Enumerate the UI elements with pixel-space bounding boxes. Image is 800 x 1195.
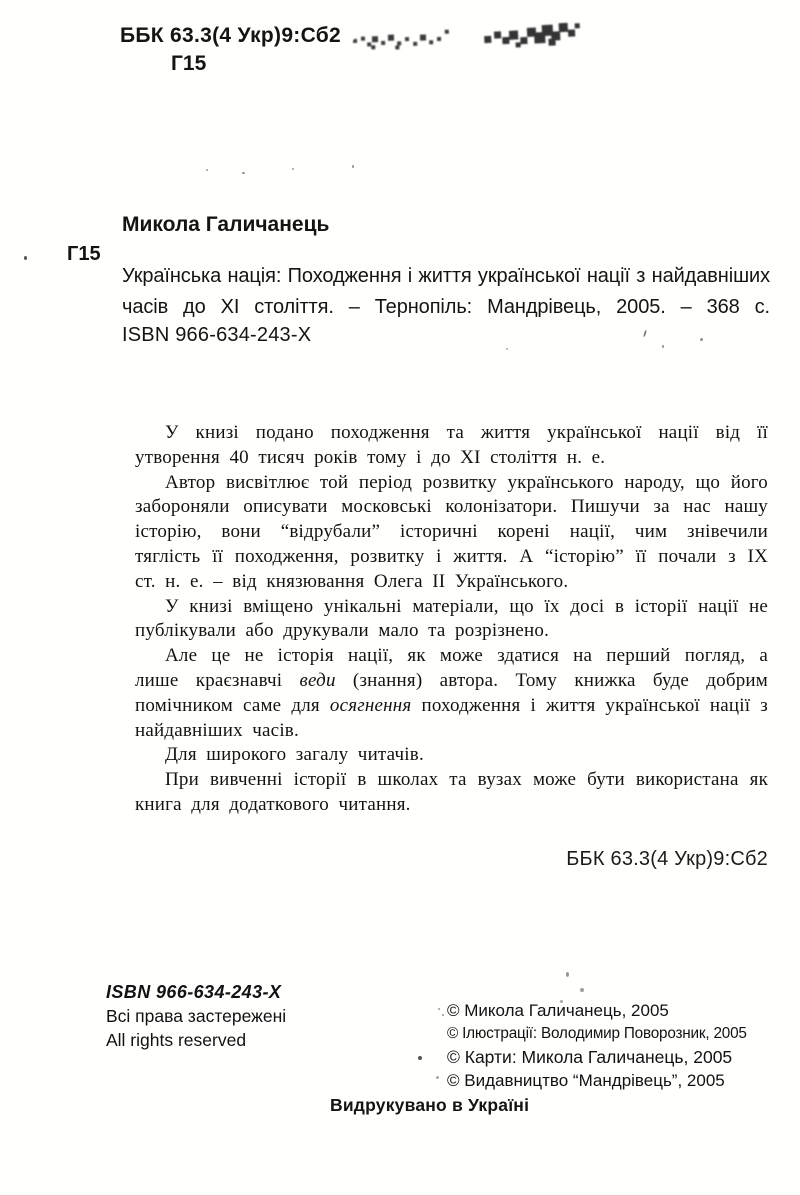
- scan-speck: [206, 169, 208, 171]
- annotation-paragraph: У книзі вміщено унікальні матеріали, що їх досі в історії нації не публікували або друкували мало та розрізнено.: [135, 595, 768, 642]
- annotation-paragraph: При вивченні історії в школах та вузах може бути використана як книга для додаткового читання.: [135, 769, 768, 815]
- scan-speck: [580, 988, 584, 992]
- scan-speck: [436, 1076, 439, 1079]
- copyright-line: © Ілюстрації: Володимир Поворозник, 2005: [447, 1025, 747, 1043]
- annotation-paragraph: У книзі подано походження та життя української нації від її утворення 40 тисяч років тому і до XI століття н. е.: [135, 422, 768, 468]
- catalog-code-top: Г15: [171, 52, 207, 75]
- copyright-block: [447, 999, 747, 1092]
- copyright-line: © Карти: Микола Галичанець, 2005: [447, 1046, 733, 1067]
- bbk-code-bottom: ББК 63.3(4 Укр)9:Сб2: [566, 848, 768, 870]
- annotation-text: (знання) автора. Тому книжка буде добрим помічником саме для: [135, 669, 768, 716]
- bbk-code-top: ББК 63.3(4 Укр)9:Сб2: [120, 24, 342, 47]
- annotation-italic-term: осягнення: [329, 694, 412, 716]
- rights-block: [106, 980, 286, 1052]
- copyright-line: © Микола Галичанець, 2005: [447, 1001, 669, 1020]
- annotation-italic-term: веди: [299, 669, 336, 691]
- catalog-entry-title: Українська нація: Походження і життя української нації з найдавніших часів до XI століття. – Тернопіль: Мандрівець, 2005. – 368 с.: [122, 265, 770, 318]
- scan-speck: [442, 1014, 444, 1016]
- ink-stamp: [486, 32, 489, 35]
- annotation-text: походження і життя української нації з найдавніших часів.: [135, 694, 768, 741]
- annotation-text: Але це не історія нації, як може здатися на перший погляд, а лише краєзнавчі: [135, 645, 768, 691]
- scan-speck: [242, 172, 245, 174]
- annotation-block: [135, 421, 768, 818]
- rights-reserved-ua: Всі права застережені: [106, 1006, 287, 1026]
- scan-speck: [292, 168, 294, 170]
- isbn-top: ISBN 966-634-243-X: [122, 324, 312, 346]
- isbn-bottom: ISBN 966-634-243-X: [106, 982, 282, 1002]
- catalog-entry-code: Г15: [67, 243, 101, 265]
- scan-speck: [643, 330, 647, 337]
- author-name: Микола Галичанець: [122, 213, 330, 236]
- scan-speck: [418, 1056, 422, 1060]
- annotation-paragraph: Автор висвітлює той період розвитку українського народу, що його забороняли описувати московські колонізатори. Пишучи за нас нашу історію, вони “відрубали” історичні корені нації, чим знівечили тяглість її походження, розвитку і життя. А “історію” її почали з IX ст. н. е. – від князювання Олега II Українського.: [135, 471, 768, 592]
- scan-speck: [352, 165, 354, 168]
- scan-speck: [566, 972, 569, 977]
- ink-stamp: [352, 38, 354, 40]
- annotation-paragraph: [135, 644, 768, 743]
- printed-in-note: Видрукувано в Україні: [330, 1095, 530, 1115]
- scan-speck: [662, 345, 664, 348]
- scan-speck: [438, 1008, 440, 1010]
- annotation-paragraph: Для широкого загалу читачів.: [165, 744, 424, 766]
- scan-speck: [24, 256, 27, 260]
- scan-speck: [506, 348, 508, 350]
- copyright-line: © Видавництво “Мандрівець”, 2005: [447, 1070, 725, 1090]
- rights-reserved-en: All rights reserved: [106, 1030, 247, 1050]
- scan-speck: [700, 338, 703, 341]
